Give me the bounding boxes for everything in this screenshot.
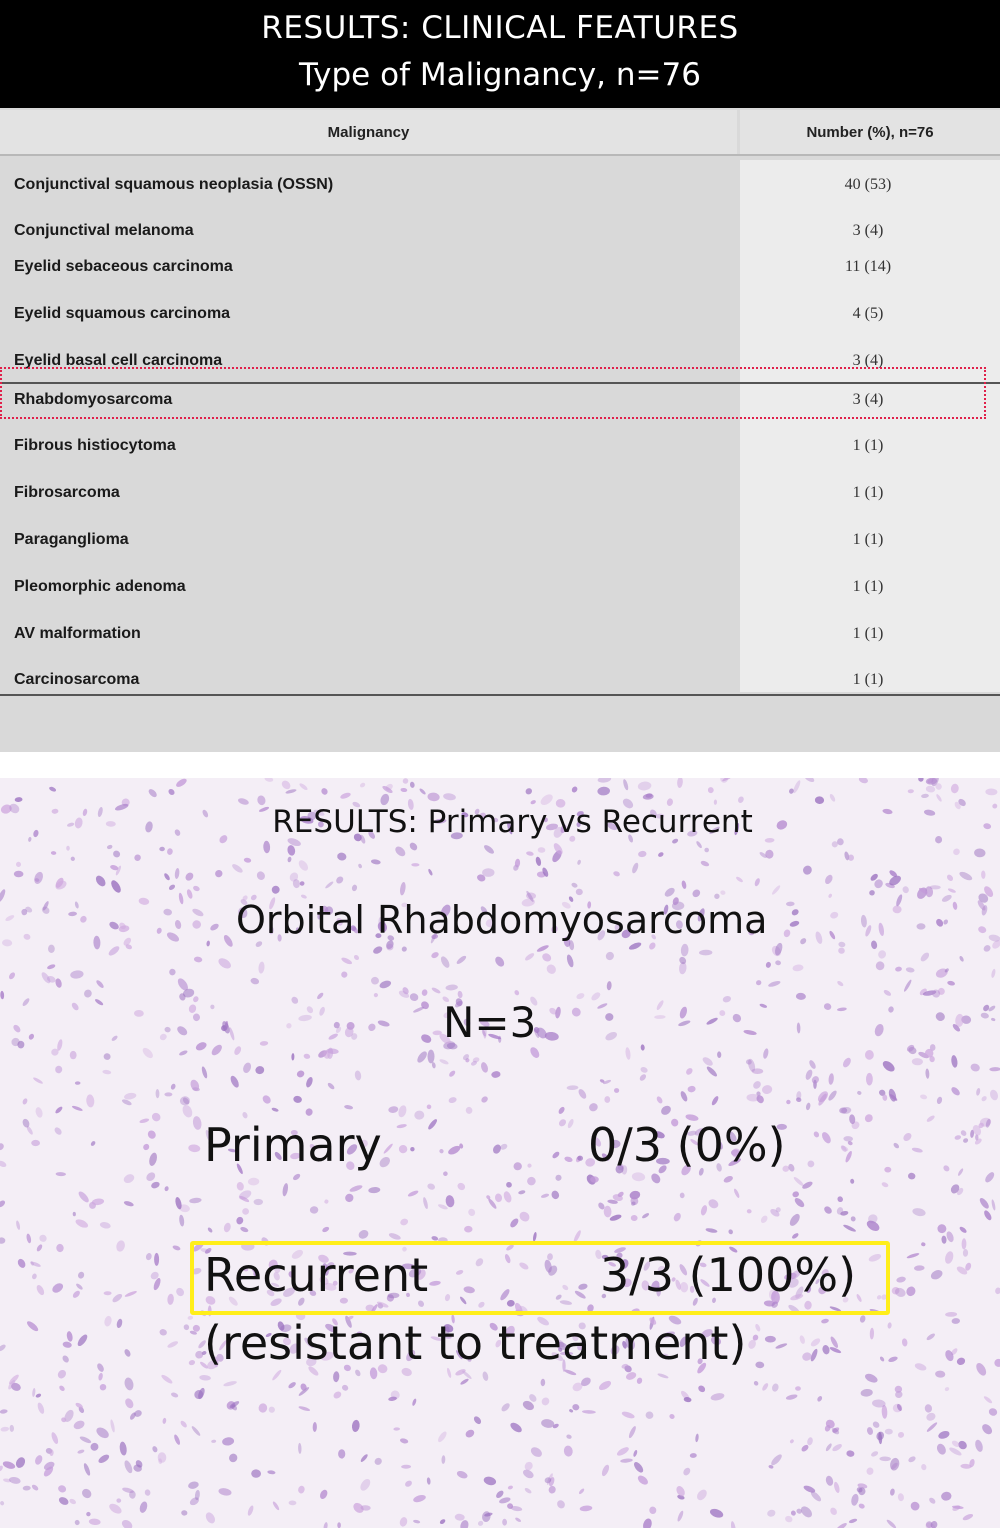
malignancy-name: Eyelid basal cell carcinoma bbox=[14, 352, 223, 369]
malignancy-name: Conjunctival squamous neoplasia (OSSN) bbox=[14, 176, 334, 193]
malignancy-count: 40 (53) bbox=[844, 176, 892, 193]
malignancy-name: Fibrosarcoma bbox=[14, 484, 120, 501]
malignancy-count: 1 (1) bbox=[852, 484, 884, 501]
malignancy-name: Fibrous histiocytoma bbox=[14, 437, 176, 454]
malignancy-count: 4 (5) bbox=[852, 305, 884, 322]
slide-primary-vs-recurrent bbox=[0, 778, 1000, 1528]
malignancy-count: 3 (4) bbox=[852, 391, 884, 408]
table-row bbox=[0, 480, 1000, 510]
malignancy-count: 1 (1) bbox=[852, 578, 884, 595]
malignancy-name: Paraganglioma bbox=[14, 531, 129, 548]
header-divider bbox=[0, 154, 1000, 156]
highlight-box bbox=[0, 367, 986, 419]
malignancy-count: 1 (1) bbox=[852, 671, 884, 688]
malignancy-name: Carcinosarcoma bbox=[14, 671, 140, 688]
primary-value: 0/3 (0%) bbox=[588, 1118, 786, 1172]
table-row bbox=[0, 172, 1000, 202]
malignancy-name: Conjunctival melanoma bbox=[14, 222, 194, 239]
slide-title: RESULTS: CLINICAL FEATURES bbox=[261, 10, 739, 46]
column-header-malignancy: Malignancy bbox=[0, 110, 737, 154]
malignancy-count: 1 (1) bbox=[852, 437, 884, 454]
table-row bbox=[0, 667, 1000, 697]
table-row bbox=[0, 254, 1000, 284]
malignancy-name: AV malformation bbox=[14, 625, 141, 642]
table-row bbox=[0, 218, 1000, 248]
column-header-number: Number (%), n=76 bbox=[740, 110, 1000, 154]
table-row bbox=[0, 621, 1000, 651]
primary-label: Primary bbox=[204, 1118, 382, 1172]
histology-background-image bbox=[0, 778, 1000, 1528]
recurrent-note: (resistant to treatment) bbox=[204, 1316, 747, 1370]
slide-title: RESULTS: Primary vs Recurrent bbox=[272, 804, 753, 840]
recurrent-label: Recurrent bbox=[204, 1248, 429, 1302]
slide-heading: Orbital Rhabdomyosarcoma bbox=[236, 898, 768, 942]
recurrent-value: 3/3 (100%) bbox=[600, 1248, 857, 1302]
malignancy-name: Eyelid squamous carcinoma bbox=[14, 305, 231, 322]
table-row bbox=[0, 527, 1000, 557]
sample-size: N=3 bbox=[443, 998, 537, 1047]
malignancy-name: Pleomorphic adenoma bbox=[14, 578, 186, 595]
slide-clinical-features bbox=[0, 0, 1000, 752]
malignancy-count: 11 (14) bbox=[844, 258, 892, 275]
malignancy-count: 3 (4) bbox=[852, 222, 884, 239]
slide-subtitle: Type of Malignancy, n=76 bbox=[299, 57, 701, 93]
table-row bbox=[0, 574, 1000, 604]
malignancy-count: 1 (1) bbox=[852, 531, 884, 548]
malignancy-count: 1 (1) bbox=[852, 625, 884, 642]
table-row bbox=[0, 433, 1000, 463]
highlight-box bbox=[190, 1241, 890, 1315]
malignancy-name: Rhabdomyosarcoma bbox=[14, 391, 173, 408]
table-row bbox=[0, 301, 1000, 331]
table-bottom-border bbox=[0, 694, 1000, 696]
malignancy-count: 3 (4) bbox=[852, 352, 884, 369]
malignancy-name: Eyelid sebaceous carcinoma bbox=[14, 258, 233, 275]
slide-header bbox=[0, 0, 1000, 108]
